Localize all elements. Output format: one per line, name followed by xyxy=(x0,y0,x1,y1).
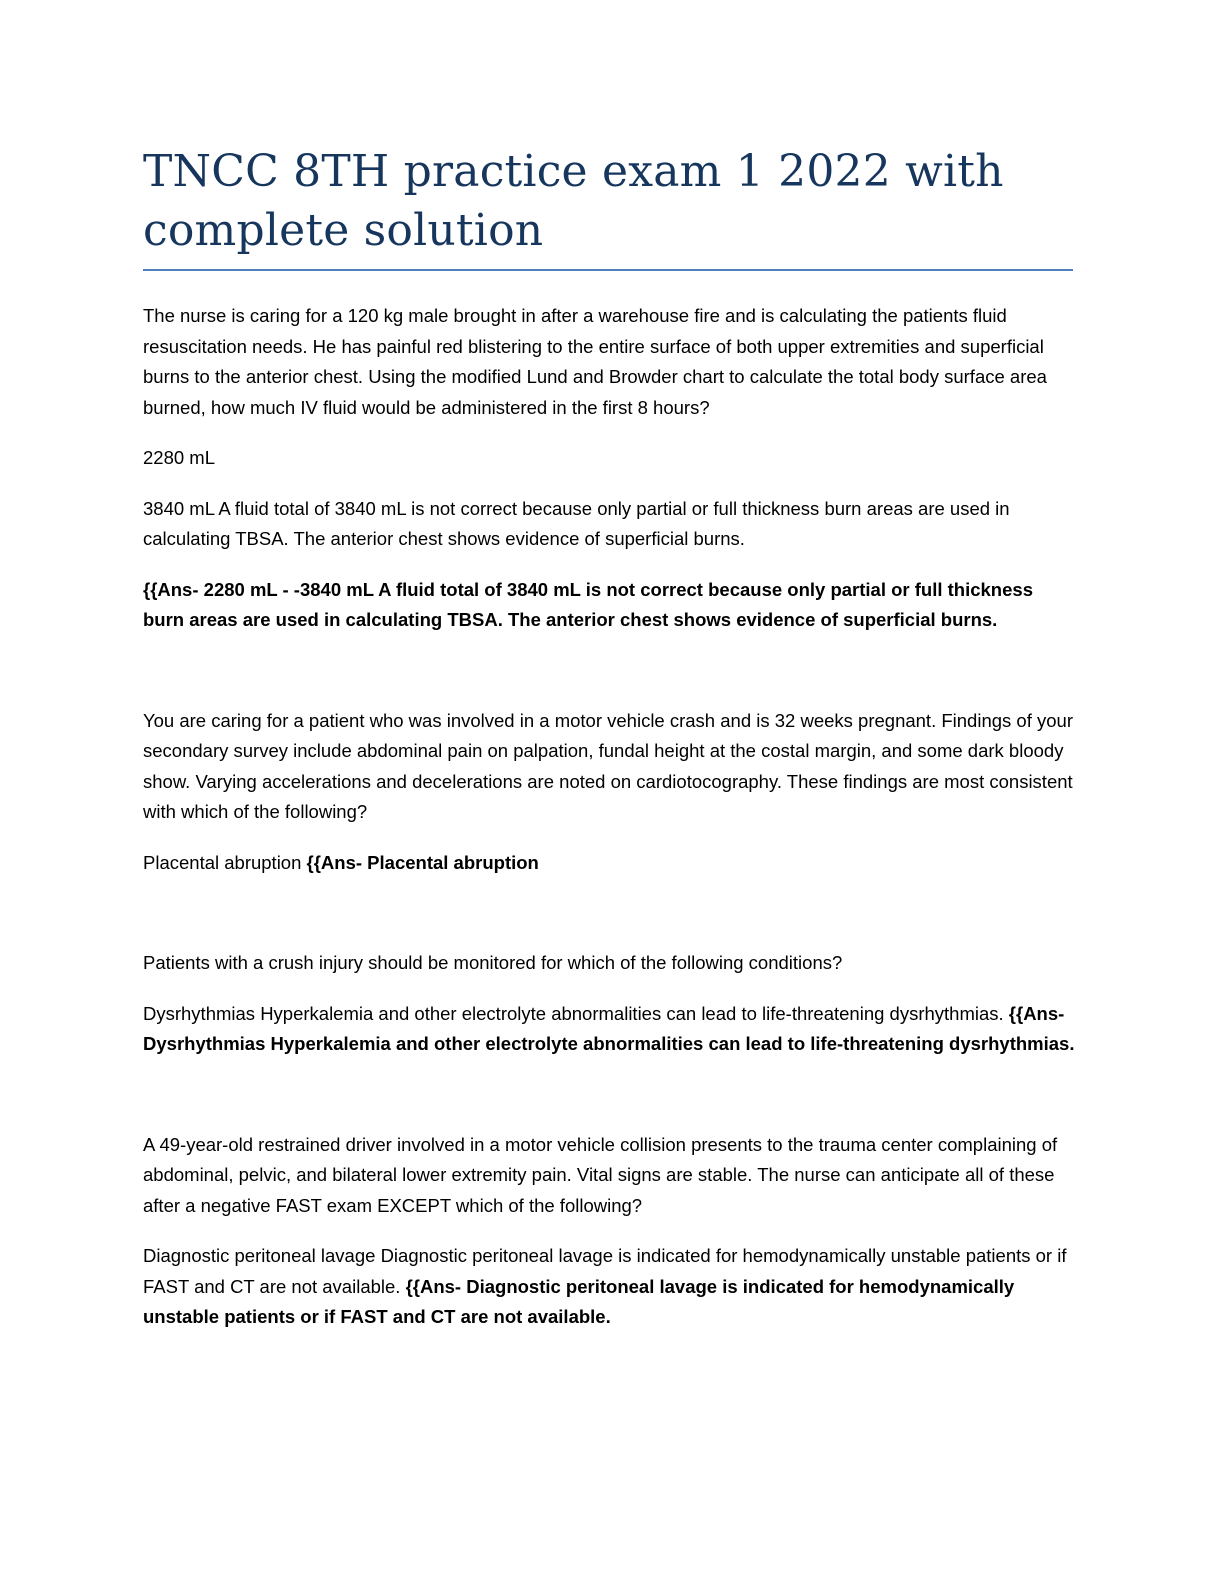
question-4-option-answer xyxy=(143,1241,1078,1333)
question-1-answer xyxy=(143,575,1078,636)
option-text: Placental abruption xyxy=(143,851,307,873)
document-body xyxy=(143,301,1078,1353)
question-3-option-answer xyxy=(143,999,1078,1060)
question-3-text: Patients with a crush injury should be monitored for which of the following conditions? xyxy=(143,952,843,973)
answer-text: {{Ans- 2280 mL - -3840 mL A fluid total of 3840 mL is not correct because only partial or full thickness burn areas are used in calculating TBSA. The anterior chest shows evidence of superficial burns. xyxy=(143,578,1033,630)
answer-text: {{Ans- Dysrhythmias Hyperkalemia and other electrolyte abnormalities can lead to life-threatening dysrhythmias. xyxy=(143,1002,1075,1054)
section-spacer xyxy=(143,1080,1078,1130)
question-1-text: The nurse is caring for a 120 kg male brought in after a warehouse fire and is calculating the patients fluid resuscitation needs. He has painful red blistering to the entire surface of both upper extremities and superficial burns to the anterior chest. Using the modified Lund and Browder chart to calculate the total body surface area burned, how much IV fluid would be administered in the first 8 hours? xyxy=(143,305,1047,418)
title-underline xyxy=(143,269,1073,271)
section-spacer xyxy=(143,656,1078,706)
question-1-option: 2280 mL xyxy=(143,447,215,468)
answer-text: {{Ans- Placental abruption xyxy=(306,851,539,873)
question-2-option-answer xyxy=(143,848,1078,879)
section-spacer xyxy=(143,898,1078,948)
option-text: Dysrhythmias Hyperkalemia and other electrolyte abnormalities can lead to life-threatening dysrhythmias. xyxy=(143,1002,1009,1024)
question-4-text: A 49-year-old restrained driver involved in a motor vehicle collision presents to the trauma center complaining of abdominal, pelvic, and bilateral lower extremity pain. Vital signs are stable. The nurse can anticipate all of these after a negative FAST exam EXCEPT which of the following? xyxy=(143,1133,1058,1216)
option-text: Diagnostic peritoneal lavage Diagnostic peritoneal lavage is indicated for hemodynamically unstable patients or if FAST and CT are not available. xyxy=(143,1245,1067,1297)
question-2-text: You are caring for a patient who was involved in a motor vehicle crash and is 32 weeks pregnant. Findings of your secondary survey include abdominal pain on palpation, fundal height at the costal margin, and some dark bloody show. Varying accelerations and decelerations are noted on cardiotocography. These findings are most consistent with which of the following? xyxy=(143,709,1073,822)
question-1-explanation: 3840 mL A fluid total of 3840 mL is not correct because only partial or full thickness burn areas are used in calculating TBSA. The anterior chest shows evidence of superficial burns. xyxy=(143,497,1010,549)
answer-text: {{Ans- Diagnostic peritoneal lavage is indicated for hemodynamically unstable patients or if FAST and CT are not available. xyxy=(143,1275,1015,1327)
document-title: TNCC 8TH practice exam 1 2022 with complete solution xyxy=(143,146,1004,256)
